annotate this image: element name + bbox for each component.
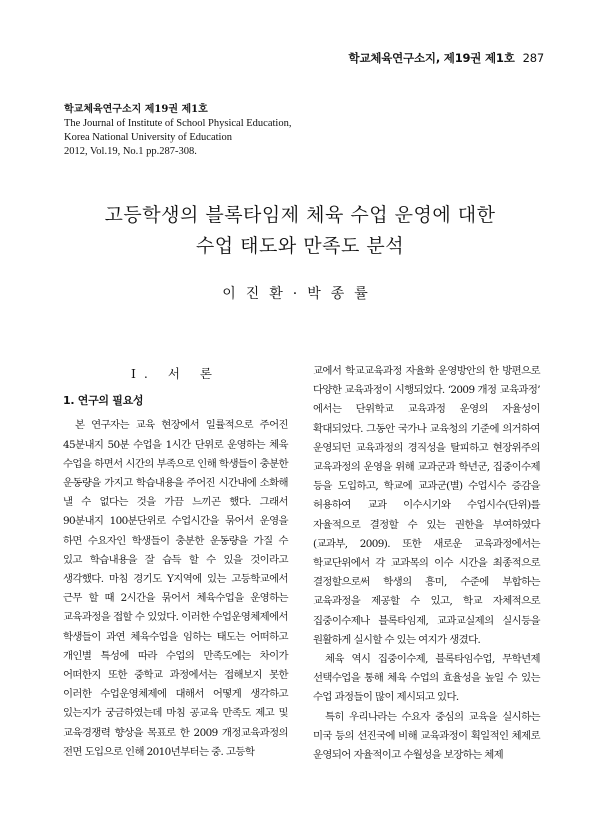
paragraph: 체육 역시 집중이수제, 블록타임수업, 무학년제 선택수업을 통해 체육 수업의 효율성을 높일 수 있는 수업 과정들이 많이 제시되고 있다. [313,653,540,704]
body-column-right [313,362,540,765]
body-column-left [63,362,288,762]
paper-title [0,200,600,262]
running-header [349,50,544,66]
page-number: 287 [522,51,544,65]
paper-title-line-1: 고등학생의 블록타임제 체육 수업 운영에 대한 [104,204,496,226]
authors: 이진환·박종률 [222,286,378,302]
subsection-heading: 1. 연구의 필요성 [63,394,144,408]
journal-citation: 2012, Vol.19, No.1 pp.287-308. [64,146,197,157]
journal-name-en: The Journal of Institute of School Physical Education, [64,118,292,129]
paper-title-line-2: 수업 태도와 만족도 분석 [195,235,405,257]
journal-university: Korea National University of Education [64,132,232,143]
running-title: 학교체육연구소지, 제19권 제1호 [348,51,515,65]
paragraph: 본 연구자는 교육 현장에서 일률적으로 주어진 45분내지 50분 수업을 1시간 단위로 운영하는 체육 수업을 하면서 시간의 부족으로 인해 학생들이 충분한 운동량을 가지고 학습내용을 주어진 시간내에 소화해 낼 수 없다는 것을 가끔 느끼곤 했다. 그래서 90분내지 100분단위로 수업시간을 묶어서 운영을 하면 수요자인 학생들이 충분한 운동량을 가질 수 있고 학습내용을 잘 습득 할 수 있을 것이라고 생각했다. 마침 경기도 Y지역에 있는 고등학교에서 근무 할 때 2시간을 묶어서 체육수업을 운영하는 교육과정을 접할 수 있었다. 이러한 수업운영체제에서 학생들이 과연 체육수업을 임하는 태도는 어떠하고 개인별 특성에 따라 수업의 만족도에는 차이가 어떠한지 또한 중학교 과정에서는 접해보지 못한 이러한 수업운영체제에 대해서 어떻게 생각하고 있는지가 궁금하였는데 마침 공교육 만족도 제고 및 교육경쟁력 향상을 목표로 한 2009 개정교육과정의 전면 도입으로 인해 2010년부터는 중. 고등학 [63,419,288,758]
journal-info [64,103,291,159]
paragraph: 특히 우리나라는 수요자 중심의 교육을 실시하는 미국 등의 선진국에 비해 교육과정이 획일적인 체제로 운영되어 자율적이고 수월성을 보장하는 체제 [313,710,540,762]
journal-name-ko: 학교체육연구소지 제19권 제1호 [64,104,208,115]
section-heading: Ⅰ. 서 론 [130,366,220,381]
paragraph: 교에서 학교교육과정 자율화 운영방안의 한 방편으로 다양한 교육과정이 시행되었다. ‘2009 개정 교육과정’ 에서는 단위학교 교육과정 운영의 자율성이 확대되었다. 그동안 국가나 교육청의 기준에 의거하여 운영되던 교육과정의 경직성을 탈피하고 현장위주의 교육과정의 운영을 위해 교과군과 학년군, 집중이수제 등을 도입하고, 학교에 교과군(별) 수업시수 증감을 허용하여 교과 이수시기와 수업시수(단위)를 자율적으로 결정할 수 있는 권한을 부여하였다(교과부, 2009). 또한 새로운 교육과정에서는 학교단위에서 각 교과목의 이수 시간을 최종적으로 결정할으로써 학생의 흥미, 수준에 부합하는 교육과정을 제공할 수 있고, 학교 자체적으로 집중이수제나 블록타임제, 교과교실제의 실시등을 원활하게 실시할 수 있는 여지가 생겼다. [313,365,540,646]
